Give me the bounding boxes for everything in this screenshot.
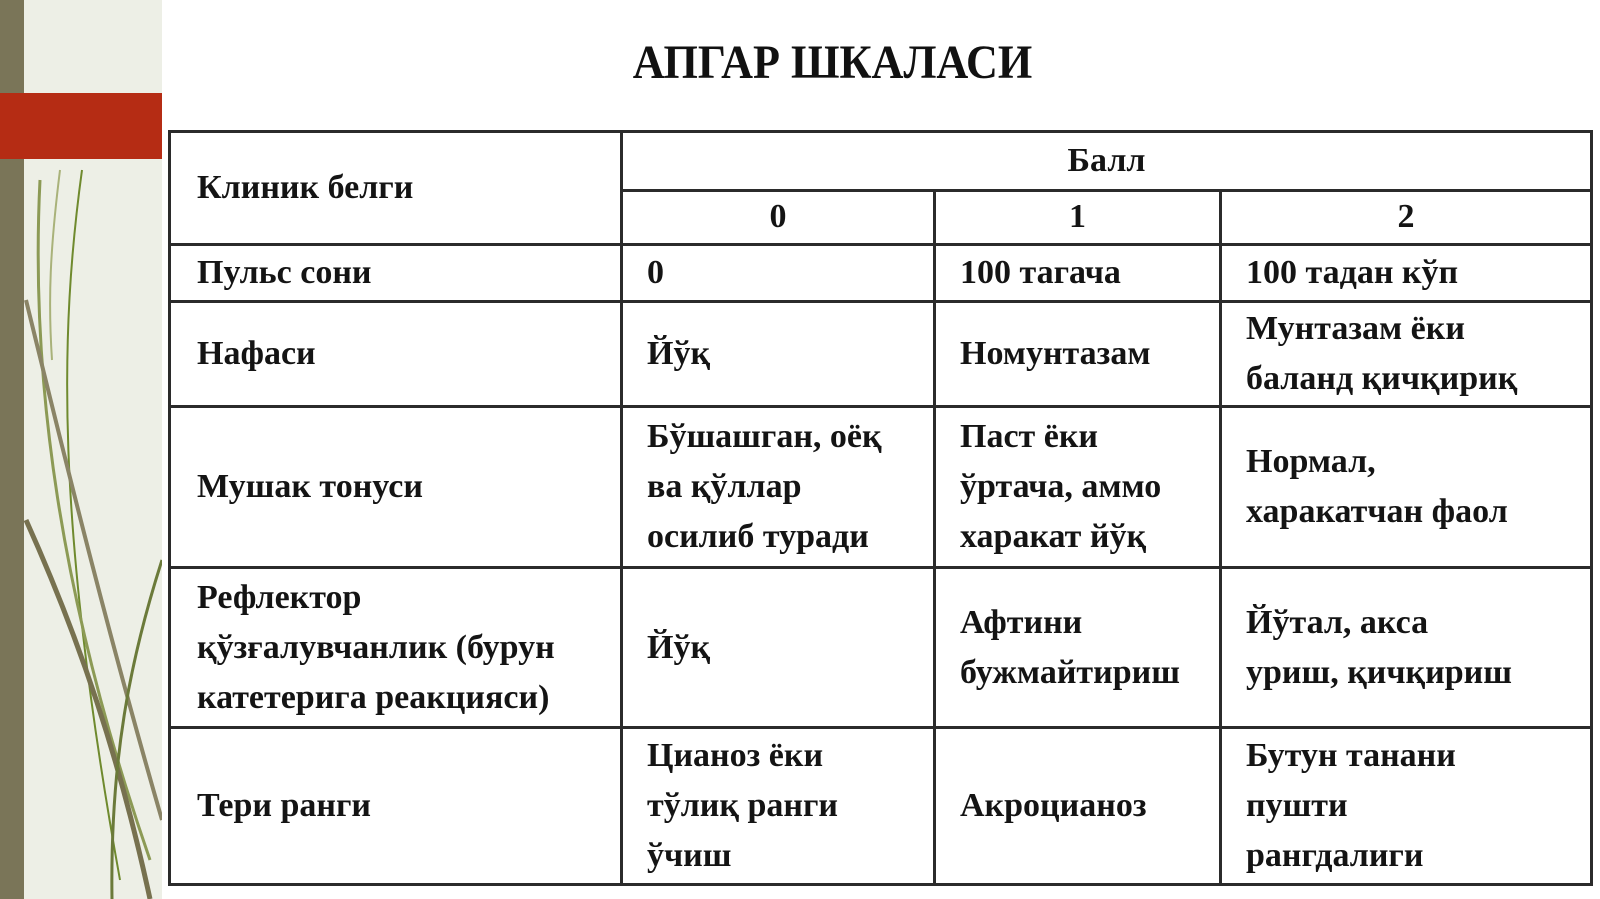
cell-line: Мушак тонуси: [197, 468, 423, 506]
cell-score-1: [935, 728, 1221, 885]
cell-line: Бутун танани: [1246, 737, 1456, 775]
cell-line: осилиб туради: [647, 518, 869, 556]
cell-line: 100 тагача: [960, 253, 1121, 291]
cell-score-0: [622, 728, 935, 885]
cell-line: тўлиқ ранги: [647, 787, 838, 825]
cell-line: Рефлектор: [197, 578, 362, 616]
table-row-muscle-tone: [170, 407, 1592, 568]
cell-line: баланд қичқириқ: [1246, 360, 1518, 398]
cell-score-2: [1221, 567, 1592, 728]
cell-line: пушти: [1246, 787, 1348, 825]
table-row-breathing: [170, 301, 1592, 407]
cell-line: рангдалиги: [1246, 837, 1424, 875]
cell-line: Афтини: [960, 603, 1083, 641]
cell-line: катетерига реакцияси): [197, 678, 550, 716]
apgar-table: [168, 130, 1593, 886]
table-header-row: [170, 132, 1592, 191]
cell-score-2: [1221, 728, 1592, 885]
cell-line: Пульс сони: [197, 253, 372, 291]
cell-score-2: [1221, 407, 1592, 568]
cell-sign: [170, 301, 622, 407]
cell-score-0: [622, 567, 935, 728]
cell-line: ўртача, аммо: [960, 468, 1162, 506]
cell-line: Паст ёки: [960, 418, 1099, 456]
table-row-reflex: [170, 567, 1592, 728]
cell-score-0: [622, 244, 935, 301]
cell-score-1: [935, 244, 1221, 301]
cell-score-2: [1221, 244, 1592, 301]
cell-line: Бўшашган, оёқ: [647, 418, 882, 456]
cell-line: ва қўллар: [647, 468, 802, 506]
cell-line: қўзғалувчанлик (бурун: [197, 628, 555, 666]
slide-decoration-panel: [0, 0, 162, 899]
cell-line: Тери ранги: [197, 787, 372, 825]
table-row-pulse: [170, 244, 1592, 301]
cell-line: Номунтазам: [960, 335, 1151, 373]
cell-sign: [170, 244, 622, 301]
cell-sign: [170, 728, 622, 885]
cell-line: Нафаси: [197, 335, 316, 373]
cell-line: Йўқ: [647, 628, 711, 666]
header-score: Балл: [622, 132, 1592, 191]
cell-line: ўчиш: [647, 837, 732, 875]
cell-line: Нормал,: [1246, 443, 1376, 481]
cell-score-1: [935, 407, 1221, 568]
cell-line: 0: [647, 253, 664, 291]
cell-line: Акроцианоз: [960, 787, 1147, 825]
cell-line: Цианоз ёки: [647, 737, 824, 775]
cell-line: Мунтазам ёки: [1246, 310, 1465, 348]
accent-red-block: [0, 93, 162, 159]
cell-score-0: [622, 407, 935, 568]
header-clinical-sign: Клиник белги: [170, 132, 622, 245]
header-score-0: 0: [622, 190, 935, 244]
cell-line: 100 тадан кўп: [1246, 253, 1459, 291]
cell-line: уриш, қичқириш: [1246, 653, 1512, 691]
cell-score-0: [622, 301, 935, 407]
cell-line: Йўқ: [647, 335, 711, 373]
page-title: АПГАР ШКАЛАСИ: [632, 36, 1033, 89]
cell-score-2: [1221, 301, 1592, 407]
cell-sign: [170, 407, 622, 568]
cell-sign: [170, 567, 622, 728]
cell-line: харакат йўқ: [960, 518, 1147, 556]
header-score-1: 1: [935, 190, 1221, 244]
cell-line: харакатчан фаол: [1246, 493, 1508, 531]
header-score-2: 2: [1221, 190, 1592, 244]
cell-score-1: [935, 301, 1221, 407]
cell-line: Йўтал, акса: [1246, 603, 1429, 641]
cell-line: бужмайтириш: [960, 653, 1180, 691]
cell-score-1: [935, 567, 1221, 728]
table-row-skin-color: [170, 728, 1592, 885]
